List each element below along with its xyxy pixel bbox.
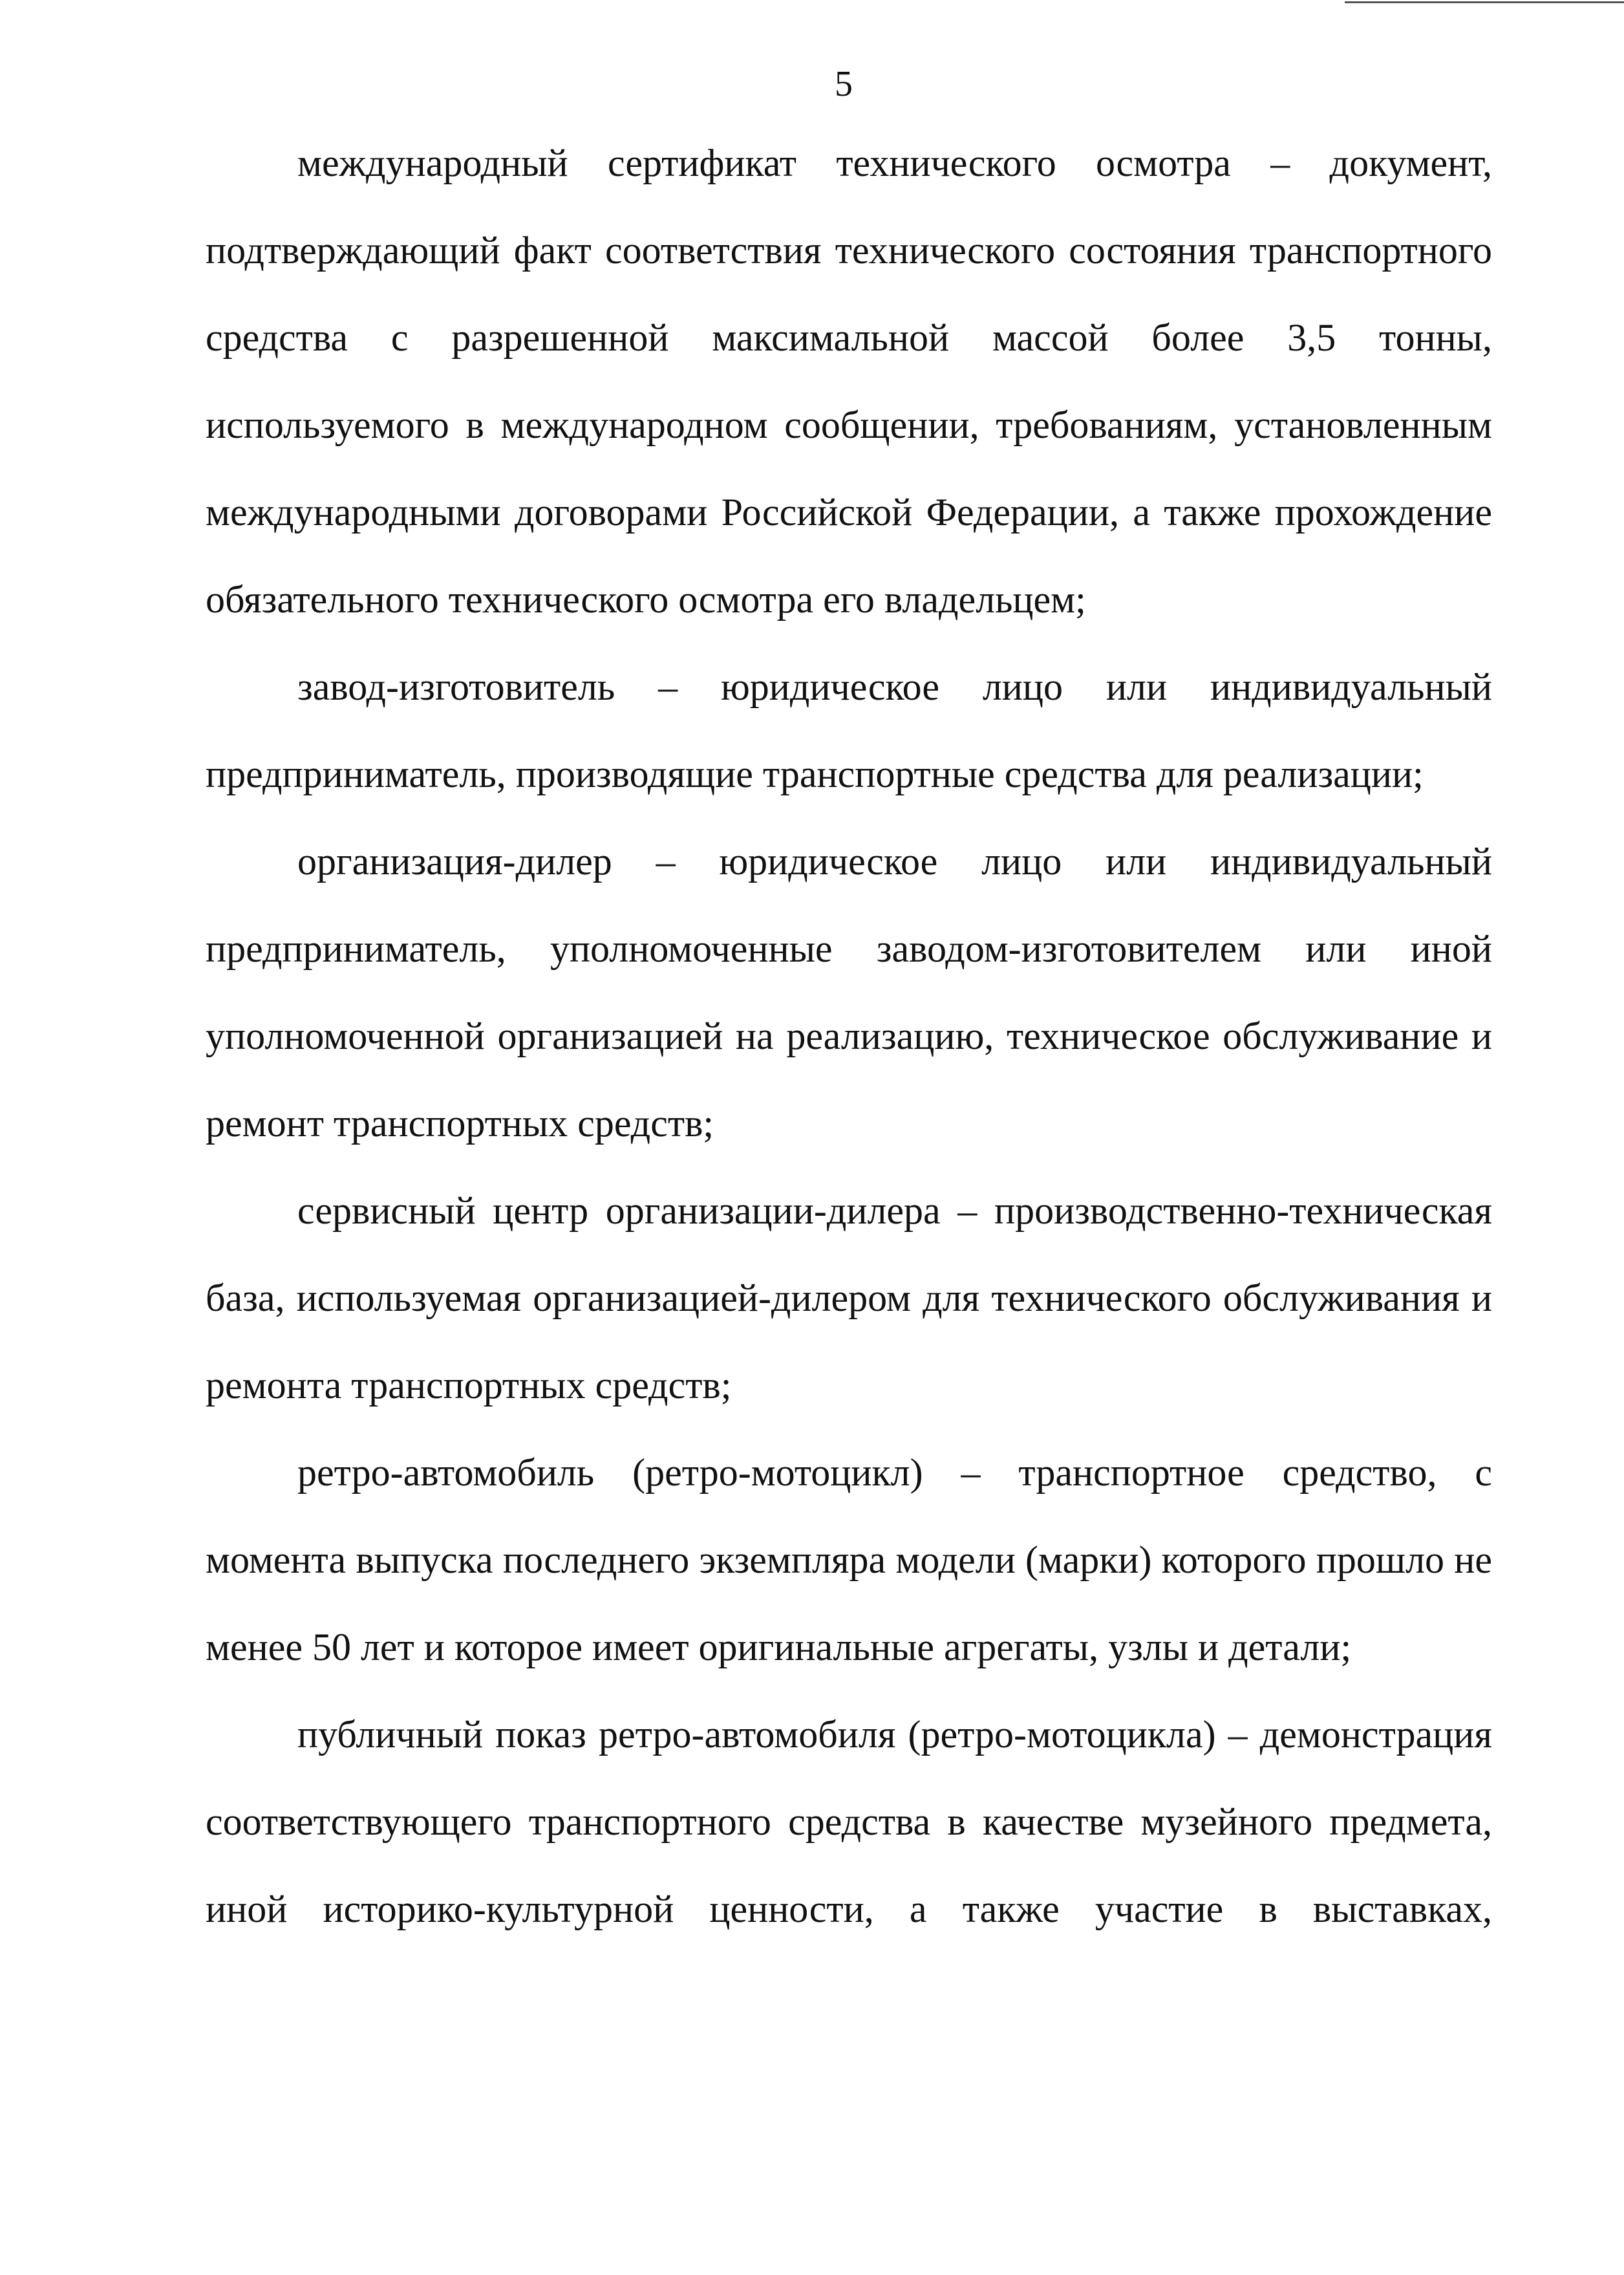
text-line: ретро-автомобиль (ретро-мотоцикл) – транспортное средство, с <box>297 1451 1492 1494</box>
page-number: 5 <box>835 64 853 104</box>
paragraph <box>206 1167 1492 1429</box>
document-body <box>206 120 1492 1953</box>
text-line: уполномоченной организацией на реализацию, техническое обслуживание и <box>206 1015 1492 1057</box>
text-line: база, используемая организацией-дилером для технического обслуживания и <box>206 1277 1492 1319</box>
text-line: международный сертификат технического осмотра – документ, <box>297 142 1492 184</box>
text-line: момента выпуска последнего экземпляра модели (марки) которого прошло не <box>206 1538 1492 1581</box>
text-line: предприниматель, уполномоченные заводом-изготовителем или иной <box>206 927 1492 970</box>
paragraph <box>206 1429 1492 1691</box>
text-line: публичный показ ретро-автомобиля (ретро-мотоцикла) – демонстрация <box>297 1713 1492 1756</box>
text-line: соответствующего транспортного средства в качестве музейного предмета, <box>206 1800 1492 1843</box>
scan-edge-line <box>1345 1 1624 3</box>
paragraph <box>206 818 1492 1167</box>
text-line: ремонт транспортных средств; <box>206 1102 714 1145</box>
text-line: подтверждающий факт соответствия технического состояния транспортного <box>206 229 1492 272</box>
paragraph <box>206 643 1492 818</box>
text-line: иной историко-культурной ценности, а также участие в выставках, <box>206 1888 1492 1930</box>
text-line: международными договорами Российской Федерации, а также прохождение <box>206 491 1492 534</box>
paragraph <box>206 1691 1492 1953</box>
text-line: организация-дилер – юридическое лицо или индивидуальный <box>297 840 1492 883</box>
text-line: сервисный центр организации-дилера – производственно-техническая <box>297 1189 1492 1232</box>
text-line: ремонта транспортных средств; <box>206 1364 732 1407</box>
text-line: средства с разрешенной максимальной массой более 3,5 тонны, <box>206 316 1492 359</box>
text-line: завод-изготовитель – юридическое лицо или индивидуальный <box>297 665 1492 708</box>
text-line: используемого в международном сообщении, требованиям, установленным <box>206 404 1492 446</box>
paragraph <box>206 120 1492 643</box>
text-line: обязательного технического осмотра его владельцем; <box>206 578 1086 621</box>
text-line: менее 50 лет и которое имеет оригинальные агрегаты, узлы и детали; <box>206 1626 1352 1668</box>
text-line: предприниматель, производящие транспортные средства для реализации; <box>206 753 1424 795</box>
